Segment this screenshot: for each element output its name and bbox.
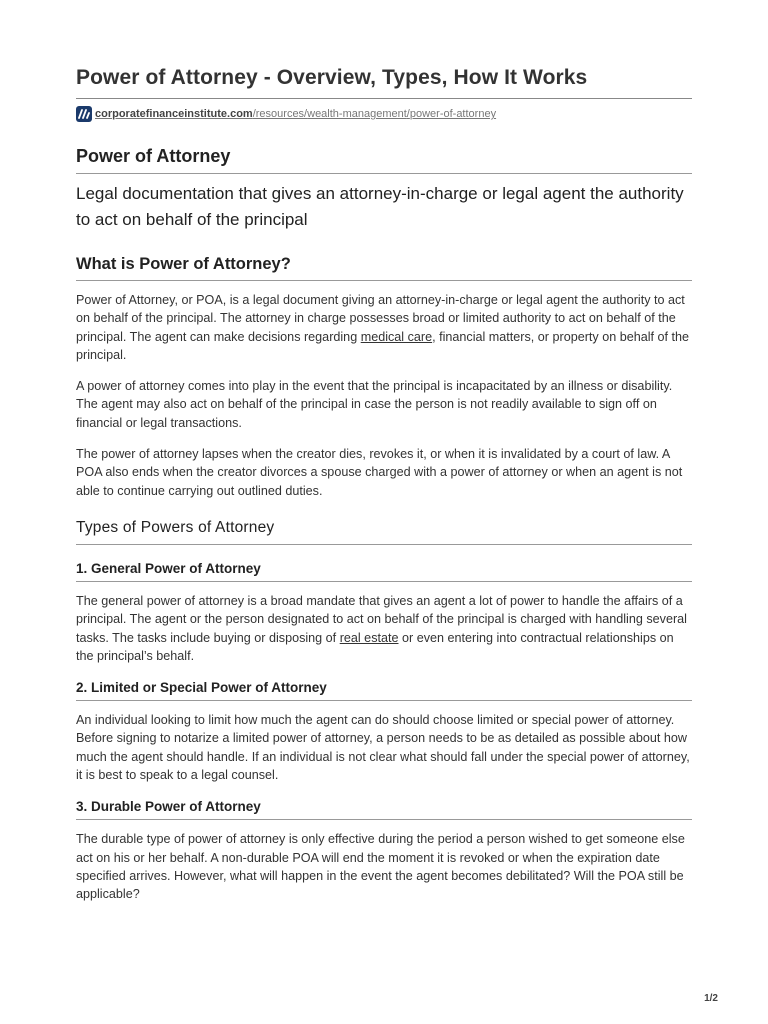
medical-care-link[interactable]: medical care: [360, 329, 433, 344]
source-path-2: wealth-management: [307, 108, 407, 120]
article-lead: Legal documentation that gives an attorney-in-charge or legal agent the authority to act on behalf of the principal: [76, 184, 684, 229]
what-is-p1-text-start: Power of Attorney, or POA, is a legal document giving an attorney-in-charge or legal agent the authority to act on behalf of the principal. The attorney in charge possesses broad or limited authority to act on behalf of the principal. The agent can make decisions regarding: [76, 293, 685, 344]
what-is-paragraph-1: [76, 291, 692, 364]
what-is-paragraph-2: A power of attorney comes into play in the event that the principal is incapacitated by an illness or disability. The agent may also act on behalf of the principal in case the person is not readily available to sign off on financial or legal transactions.: [76, 379, 673, 430]
cfi-logo-icon: [76, 106, 92, 122]
source-path-4: power-of-attorney: [409, 108, 497, 120]
general-text-end: or even entering into contractual relationships on the principal’s behalf.: [76, 630, 674, 663]
article-heading: Power of Attorney: [76, 146, 692, 174]
document-title: Power of Attorney - Overview, Types, How It Works: [76, 66, 692, 99]
source-url: [76, 105, 692, 123]
what-is-paragraph-3: The power of attorney lapses when the creator dies, revokes it, or when it is invalidated by a court of law. A POA also ends when the creator divorces a spouse charged with a power of attorney or when an agent is not able to continue carrying out outlined duties.: [76, 447, 683, 498]
general-text-start: The general power of attorney is a broad mandate that gives an agent a lot of power to handle the affairs of a principal. The agent or the person designated to act on behalf of the principal is charged with handling several tasks. The tasks include buying or disposing of: [76, 593, 687, 645]
source-link[interactable]: [95, 108, 496, 120]
general-paragraph: [76, 592, 692, 665]
page-number: 1/2: [704, 993, 718, 1004]
section-heading-what-is: What is Power of Attorney?: [76, 255, 692, 281]
source-path-1: /resources/: [252, 108, 308, 120]
section-heading-types: Types of Powers of Attorney: [76, 519, 692, 545]
subheading-general: 1. General Power of Attorney: [76, 561, 692, 582]
limited-paragraph: An individual looking to limit how much the agent can do should choose limited or special power of attorney. Before signing to notarize a limited power of attorney, a person needs to be as detailed as possible about how much the agent should handle. If an individual is not clear what should fall under the special power of attorney, it is best to speak to a legal counsel.: [76, 713, 690, 783]
document-page: [76, 66, 692, 904]
source-path-3: /: [406, 108, 410, 120]
subheading-limited: 2. Limited or Special Power of Attorney: [76, 680, 692, 701]
subheading-durable: 3. Durable Power of Attorney: [76, 799, 692, 820]
durable-paragraph: The durable type of power of attorney is only effective during the period a person wished to get someone else act on his or her behalf. A non-durable POA will end the moment it is revoked or when the expiration date specified arrives. However, what will happen in the event the agent becomes debilitated? Will the POA still be applicable?: [76, 832, 685, 902]
what-is-p1-text-end: , financial matters, or property on behalf of the principal.: [76, 329, 690, 362]
real-estate-link[interactable]: real estate: [339, 630, 399, 645]
source-domain: corporatefinanceinstitute.com: [95, 108, 253, 120]
